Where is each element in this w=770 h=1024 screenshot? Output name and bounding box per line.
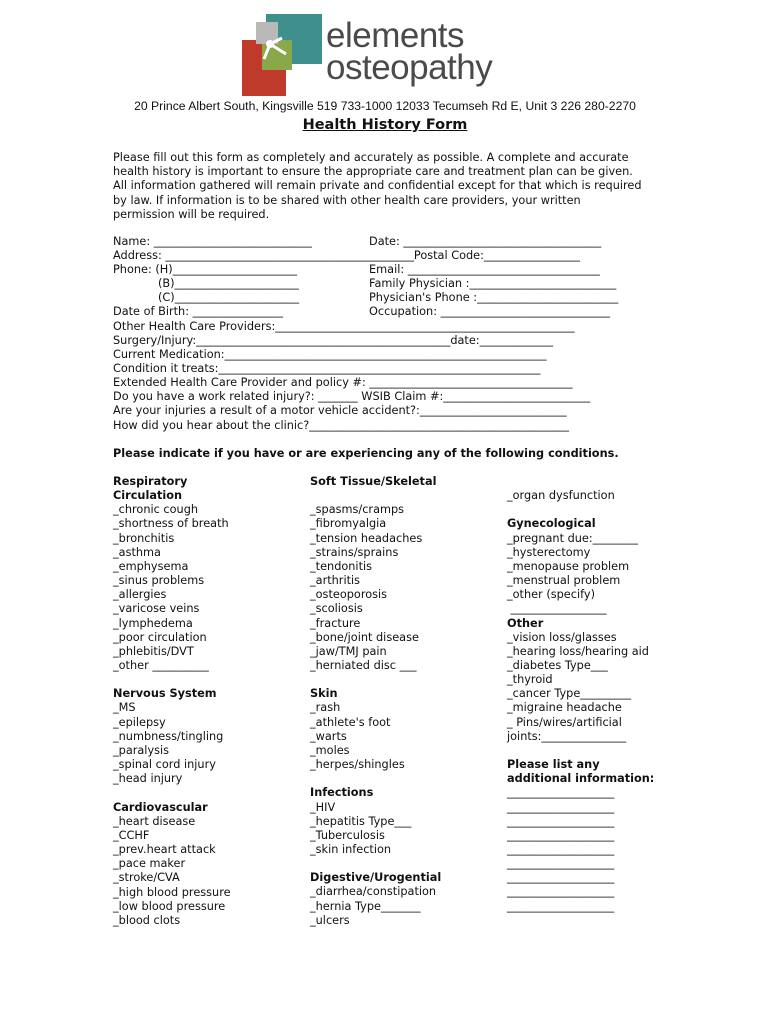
- condition-item[interactable]: _other __________: [113, 659, 209, 673]
- condition-item[interactable]: _pregnant due:________: [507, 531, 638, 545]
- motor-vehicle-field[interactable]: Are your injuries a result of a motor vehicle accident?:__________________________: [113, 404, 567, 417]
- other-providers-field[interactable]: Other Health Care Providers:_____________________________________________________: [113, 320, 575, 333]
- condition-item[interactable]: _lymphedema: [113, 616, 193, 630]
- section-title: Skin: [310, 687, 338, 701]
- condition-item[interactable]: _diarrhea/constipation: [310, 885, 437, 899]
- condition-item[interactable]: _skin infection: [310, 843, 392, 857]
- condition-item[interactable]: _tension headaches: [310, 531, 423, 545]
- condition-item[interactable]: _allergies: [113, 588, 167, 602]
- form-title: Health History Form: [302, 117, 468, 133]
- condition-item[interactable]: _________________: [507, 602, 607, 616]
- info-line[interactable]: ___________________: [507, 814, 615, 828]
- section-title: Other: [507, 616, 544, 630]
- condition-item[interactable]: _chronic cough: [113, 503, 199, 517]
- conditions-column-3: [507, 475, 654, 914]
- condition-item[interactable]: _CCHF: [113, 828, 150, 842]
- medication-field[interactable]: Current Medication:_________________________________________________________: [113, 348, 547, 361]
- condition-item[interactable]: _pace maker: [113, 857, 186, 871]
- section-title: Gynecological: [507, 517, 596, 531]
- surgery-field[interactable]: Surgery/Injury:_____________________________________________date:_____________: [113, 334, 554, 347]
- info-line[interactable]: ___________________: [507, 885, 615, 899]
- condition-item[interactable]: _head injury: [113, 772, 183, 786]
- logo-wordmark: elements osteopathy: [326, 16, 493, 87]
- condition-item[interactable]: _diabetes Type___: [507, 659, 608, 672]
- condition-item[interactable]: _asthma: [113, 545, 161, 559]
- section-title: Respiratory: [113, 475, 188, 488]
- phone-business-field[interactable]: (B)______________________: [158, 277, 299, 290]
- condition-item[interactable]: _organ dysfunction: [507, 489, 615, 503]
- info-line[interactable]: ___________________: [507, 828, 615, 842]
- condition-item[interactable]: _phlebitis/DVT: [113, 644, 194, 658]
- condition-item[interactable]: _emphysema: [113, 559, 189, 573]
- condition-item[interactable]: _cancer Type_________: [507, 687, 632, 701]
- condition-item[interactable]: _arthritis: [310, 574, 361, 588]
- condition-item[interactable]: _sinus problems: [113, 574, 205, 588]
- condition-item[interactable]: _Tuberculosis: [310, 828, 385, 842]
- date-field[interactable]: Date: ___________________________________: [369, 235, 602, 248]
- condition-item[interactable]: _ Pins/wires/artificial: [507, 715, 622, 729]
- condition-item[interactable]: _MS: [113, 701, 136, 715]
- condition-item[interactable]: _warts: [310, 729, 347, 743]
- condition-field[interactable]: Condition it treats:_________________________________________________________: [113, 362, 541, 375]
- section-title: Cardiovascular: [113, 800, 208, 814]
- info-line[interactable]: ___________________: [507, 786, 615, 800]
- condition-item[interactable]: _shortness of breath: [113, 517, 229, 531]
- condition-item[interactable]: _osteoporosis: [310, 588, 388, 602]
- condition-item[interactable]: _bronchitis: [113, 531, 175, 545]
- condition-item[interactable]: _fracture: [310, 616, 361, 630]
- condition-item[interactable]: _hysterectomy: [507, 545, 591, 559]
- condition-item[interactable]: _spinal cord injury: [113, 758, 216, 772]
- condition-item[interactable]: _numbness/tingling: [113, 729, 224, 743]
- condition-item[interactable]: _tendonitis: [310, 559, 373, 573]
- condition-item[interactable]: _hernia Type_______: [310, 899, 421, 913]
- condition-item[interactable]: _high blood pressure: [113, 885, 231, 899]
- condition-item[interactable]: _vision loss/glasses: [507, 630, 617, 644]
- condition-item[interactable]: _strains/sprains: [310, 545, 399, 559]
- condition-item[interactable]: _moles: [310, 743, 350, 757]
- dob-field[interactable]: Date of Birth: ________________: [113, 305, 283, 318]
- condition-item[interactable]: _scoliosis: [310, 602, 363, 616]
- section-title: additional information:: [507, 772, 655, 786]
- condition-item[interactable]: _hepatitis Type___: [310, 814, 412, 828]
- info-line[interactable]: ___________________: [507, 899, 615, 913]
- address-field[interactable]: Address: ____________________________________________Postal Code:_________________: [113, 249, 580, 262]
- physician-phone-field[interactable]: Physician's Phone :_________________________: [369, 291, 619, 304]
- conditions-heading: Please indicate if you have or are experiencing any of the following conditions.: [113, 447, 619, 460]
- section-title: Digestive/Urogential: [310, 871, 442, 885]
- name-field[interactable]: Name: ____________________________: [113, 235, 312, 248]
- info-line[interactable]: ___________________: [507, 800, 615, 814]
- section-title: Soft Tissue/Skeletal: [310, 475, 437, 488]
- info-line[interactable]: ___________________: [507, 843, 615, 857]
- clinic-address: 20 Prince Albert South, Kingsville 519 733-1000 12033 Tecumseh Rd E, Unit 3 226 280-2270: [134, 99, 636, 113]
- condition-item[interactable]: _other (specify): [507, 588, 595, 602]
- condition-item[interactable]: _fibromyalgia: [310, 517, 387, 531]
- referral-field[interactable]: How did you hear about the clinic?______________________________________________: [113, 419, 570, 432]
- condition-item[interactable]: _jaw/TMJ pain: [310, 644, 387, 658]
- occupation-field[interactable]: Occupation: ______________________________: [369, 305, 611, 318]
- info-line[interactable]: ___________________: [507, 857, 615, 871]
- email-field[interactable]: Email: __________________________________: [369, 263, 600, 276]
- condition-item[interactable]: _heart disease: [113, 814, 196, 828]
- condition-item[interactable]: _blood clots: [113, 913, 181, 927]
- condition-item[interactable]: _HIV: [310, 800, 336, 814]
- conditions-column-2: [310, 475, 441, 928]
- condition-item[interactable]: _ulcers: [310, 913, 350, 927]
- condition-item[interactable]: _spasms/cramps: [310, 503, 405, 517]
- section-title: Circulation: [113, 489, 183, 503]
- section-title: Please list any: [507, 758, 600, 772]
- work-injury-field[interactable]: Do you have a work related injury?: _______ WSIB Claim #:__________________________: [113, 390, 591, 403]
- condition-item[interactable]: _prev.heart attack: [113, 843, 216, 857]
- condition-item[interactable]: _hearing loss/hearing aid: [507, 644, 649, 658]
- extended-health-field[interactable]: Extended Health Care Provider and policy #: ____________________________________: [113, 376, 573, 389]
- condition-item[interactable]: _athlete's foot: [310, 715, 391, 729]
- condition-item[interactable]: _bone/joint disease: [310, 630, 419, 644]
- condition-item[interactable]: _rash: [310, 701, 341, 715]
- condition-item[interactable]: _thyroid: [507, 673, 553, 687]
- condition-item[interactable]: _migraine headache: [507, 701, 622, 715]
- condition-item[interactable]: _paralysis: [113, 743, 170, 757]
- info-line[interactable]: ___________________: [507, 871, 615, 885]
- condition-item[interactable]: _varicose veins: [113, 602, 200, 616]
- condition-item[interactable]: _low blood pressure: [113, 899, 226, 913]
- condition-item[interactable]: _menstrual problem: [507, 574, 621, 588]
- condition-item[interactable]: _poor circulation: [113, 630, 207, 644]
- condition-item[interactable]: _herpes/shingles: [310, 758, 405, 772]
- intro-paragraph: Please fill out this form as completely and accurately as possible. A complete and accurate health history is important to ensure the appropriate care and treatment plan can be given. All information gathered will remain private and confidential except for that which is required by law. If information is to be shared with other health care providers, your written permission will be required.: [113, 151, 642, 221]
- section-title: Nervous System: [113, 687, 217, 701]
- condition-item[interactable]: _epilepsy: [113, 715, 166, 729]
- conditions-column-1: [113, 475, 231, 928]
- condition-item[interactable]: _stroke/CVA: [113, 871, 180, 885]
- family-physician-field[interactable]: Family Physician :__________________________: [369, 277, 617, 290]
- phone-cell-field[interactable]: (C)______________________: [158, 291, 299, 304]
- condition-item[interactable]: _herniated disc ___: [310, 659, 417, 673]
- condition-item[interactable]: _menopause problem: [507, 559, 630, 573]
- phone-home-field[interactable]: Phone: (H)______________________: [113, 263, 297, 276]
- condition-item[interactable]: joints:_______________: [507, 729, 627, 743]
- section-title: Infections: [310, 786, 374, 800]
